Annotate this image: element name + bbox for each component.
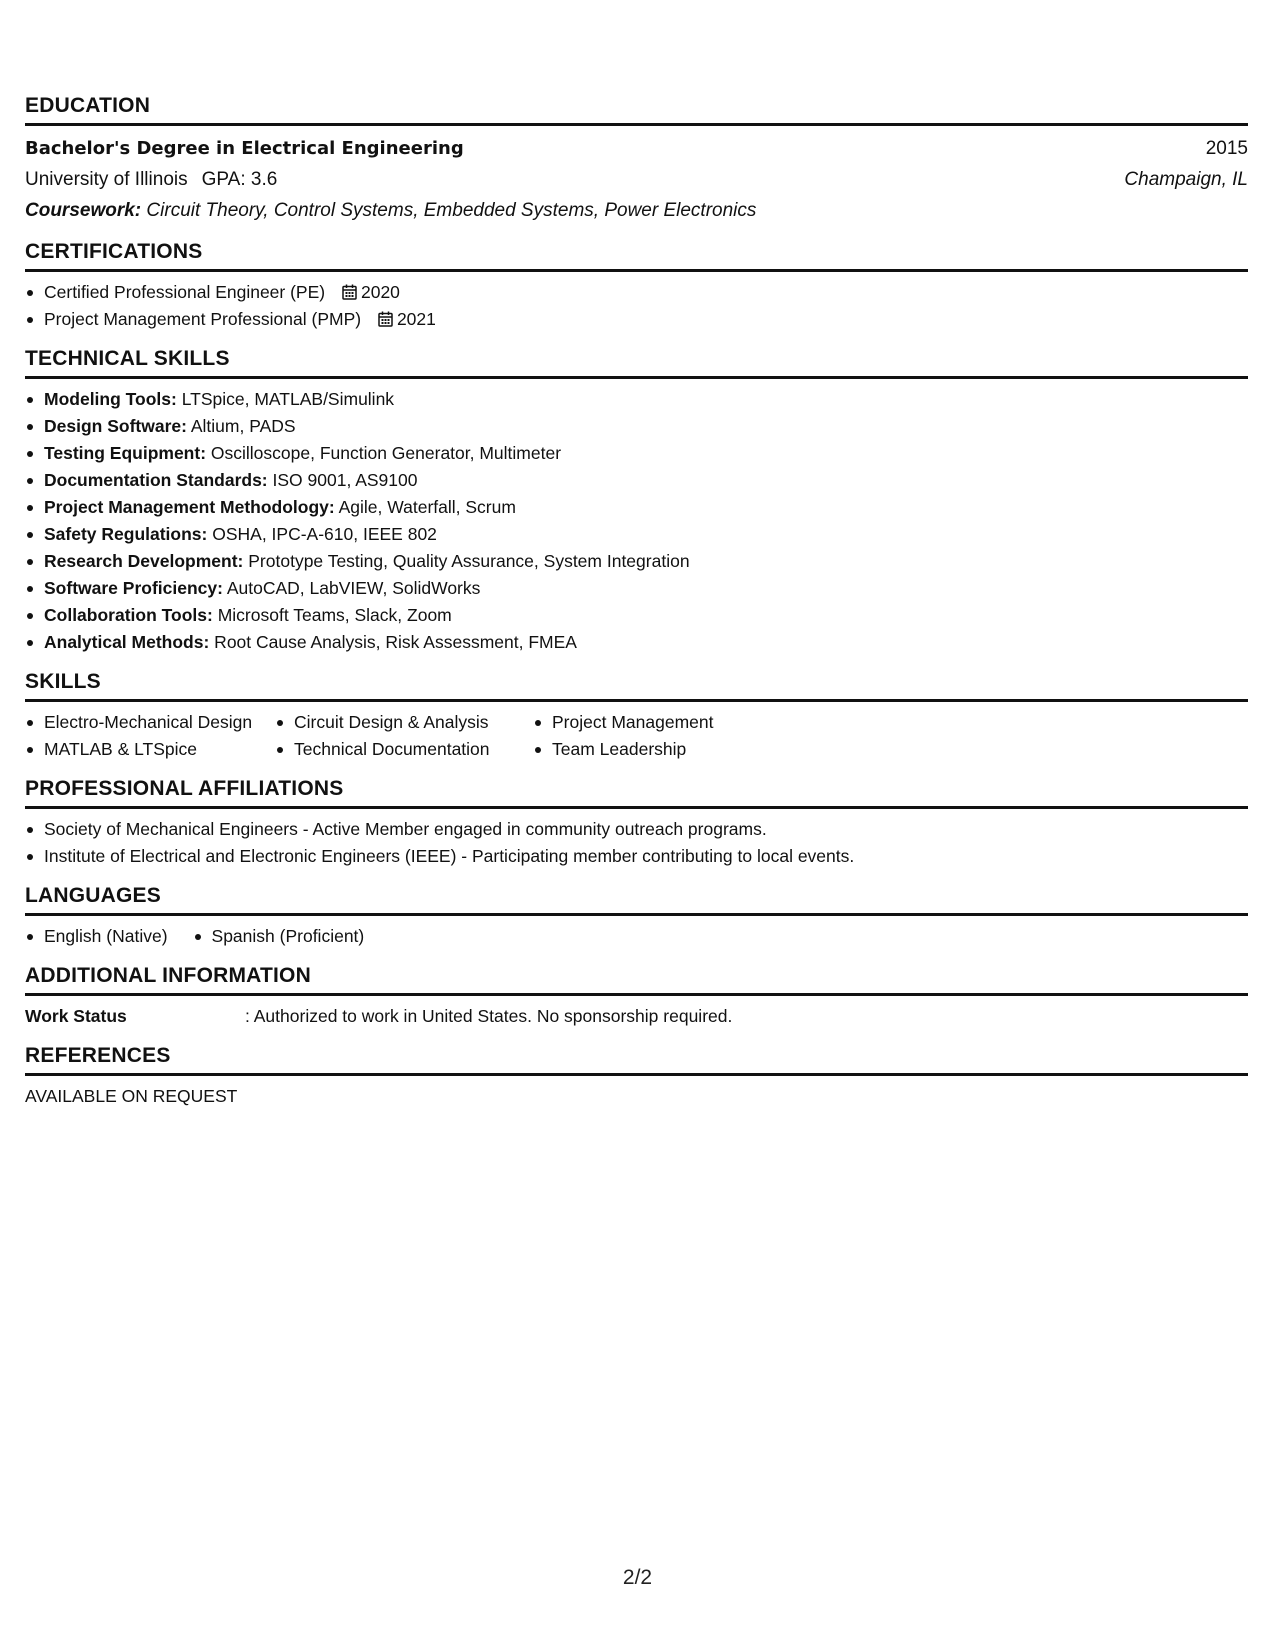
skill-item: Project Management xyxy=(533,709,793,736)
skill-category: Analytical Methods: xyxy=(44,632,210,652)
skill-category: Collaboration Tools: xyxy=(44,605,213,625)
certification-year: 2021 xyxy=(396,309,436,329)
certification-item xyxy=(25,306,1248,333)
skill-values: Altium, PADS xyxy=(186,416,296,436)
technical-skills-section xyxy=(25,347,1248,656)
additional-info-section xyxy=(25,964,1248,1030)
references-text: AVAILABLE ON REQUEST xyxy=(25,1086,238,1106)
technical-skill-item xyxy=(25,440,1248,467)
skill-category: Design Software: xyxy=(44,416,187,436)
school-name: University of Illinois xyxy=(25,169,188,190)
gpa: GPA: 3.6 xyxy=(201,169,278,190)
work-status-row xyxy=(25,1003,1248,1030)
skill-item: Circuit Design & Analysis xyxy=(275,709,533,736)
work-status-value: : Authorized to work in United States. No sponsorship required. xyxy=(245,1006,733,1026)
technical-skill-item xyxy=(25,494,1248,521)
affiliations-section xyxy=(25,777,1248,870)
languages-heading: LANGUAGES xyxy=(25,884,1248,916)
certification-name: Project Management Professional (PMP) xyxy=(44,309,362,329)
coursework-label: Coursework: xyxy=(25,200,142,221)
skills-section xyxy=(25,670,1248,763)
skill-values: ISO 9001, AS9100 xyxy=(267,470,418,490)
work-status-label: Work Status xyxy=(25,1006,127,1026)
calendar-icon xyxy=(378,311,393,327)
affiliations-heading: PROFESSIONAL AFFILIATIONS xyxy=(25,777,1248,809)
languages-section xyxy=(25,884,1248,950)
skill-values: AutoCAD, LabVIEW, SolidWorks xyxy=(222,578,481,598)
coursework-list: Circuit Theory, Control Systems, Embedded Systems, Power Electronics xyxy=(141,200,757,221)
calendar-icon xyxy=(342,284,357,300)
affiliation-item: Institute of Electrical and Electronic Engineers (IEEE) - Participating member contributing to local events. xyxy=(25,843,1248,870)
school-info xyxy=(25,164,277,195)
education-heading: EDUCATION xyxy=(25,94,1248,126)
skill-values: Oscilloscope, Function Generator, Multimeter xyxy=(206,443,562,463)
resume-page xyxy=(25,94,1248,1124)
degree-name: Bachelor's Degree in Electrical Engineering xyxy=(25,138,464,159)
certification-year: 2020 xyxy=(360,282,400,302)
skill-values: LTSpice, MATLAB/Simulink xyxy=(176,389,395,409)
skill-category: Project Management Methodology: xyxy=(44,497,335,517)
references-section xyxy=(25,1044,1248,1110)
skill-category: Testing Equipment: xyxy=(44,443,207,463)
technical-skill-item xyxy=(25,386,1248,413)
affiliation-item: Society of Mechanical Engineers - Active Member engaged in community outreach programs. xyxy=(25,816,1248,843)
technical-skill-item xyxy=(25,629,1248,656)
skill-category: Safety Regulations: xyxy=(44,524,208,544)
skill-values: Prototype Testing, Quality Assurance, System Integration xyxy=(243,551,690,571)
skill-values: Microsoft Teams, Slack, Zoom xyxy=(212,605,452,625)
skill-category: Modeling Tools: xyxy=(44,389,177,409)
certifications-section xyxy=(25,240,1248,333)
coursework xyxy=(25,195,1248,226)
technical-skill-item xyxy=(25,602,1248,629)
skill-values: OSHA, IPC-A-610, IEEE 802 xyxy=(207,524,437,544)
skill-values: Root Cause Analysis, Risk Assessment, FMEA xyxy=(209,632,577,652)
skill-item: Technical Documentation xyxy=(275,736,533,763)
graduation-year: 2015 xyxy=(1205,138,1248,159)
technical-skill-item xyxy=(25,467,1248,494)
technical-skill-item xyxy=(25,548,1248,575)
technical-skill-item xyxy=(25,521,1248,548)
additional-info-heading: ADDITIONAL INFORMATION xyxy=(25,964,1248,996)
certification-name: Certified Professional Engineer (PE) xyxy=(44,282,326,302)
language-item: English (Native) xyxy=(25,923,168,950)
school-row xyxy=(25,164,1248,195)
skill-category: Research Development: xyxy=(44,551,244,571)
language-item: Spanish (Proficient) xyxy=(193,923,365,950)
degree-row xyxy=(25,133,1248,164)
certification-item xyxy=(25,279,1248,306)
skill-item: Team Leadership xyxy=(533,736,793,763)
education-section xyxy=(25,94,1248,226)
skill-values: Agile, Waterfall, Scrum xyxy=(334,497,516,517)
technical-skills-heading: TECHNICAL SKILLS xyxy=(25,347,1248,379)
skill-category: Software Proficiency: xyxy=(44,578,223,598)
skill-item: Electro-Mechanical Design xyxy=(25,709,275,736)
technical-skill-item xyxy=(25,413,1248,440)
technical-skill-item xyxy=(25,575,1248,602)
references-heading: REFERENCES xyxy=(25,1044,1248,1076)
skill-item: MATLAB & LTSpice xyxy=(25,736,275,763)
skill-category: Documentation Standards: xyxy=(44,470,268,490)
school-location: Champaign, IL xyxy=(1124,169,1248,190)
page-number: 2/2 xyxy=(622,1566,653,1589)
certifications-heading: CERTIFICATIONS xyxy=(25,240,1248,272)
skills-heading: SKILLS xyxy=(25,670,1248,702)
